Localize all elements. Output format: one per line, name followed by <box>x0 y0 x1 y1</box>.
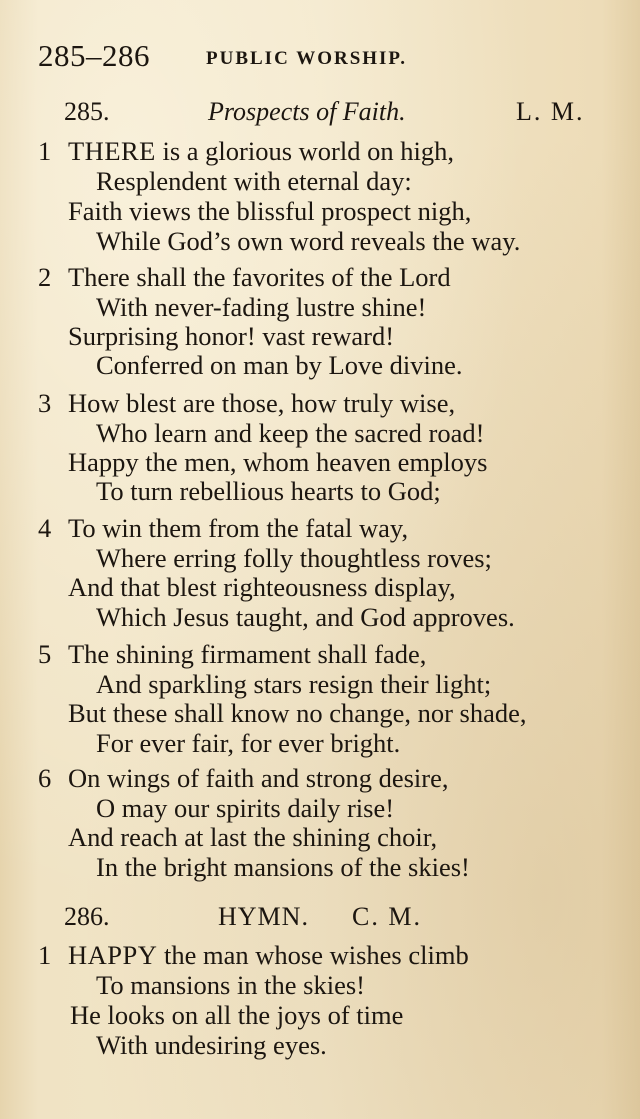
verse-line: Faith views the blissful prospect nigh, <box>68 196 472 226</box>
verse-line: O may our spirits daily rise! <box>96 793 395 823</box>
verse-first-word: THERE <box>68 136 156 166</box>
verse-line: For ever fair, for ever bright. <box>96 728 401 758</box>
verse-number: 3 <box>38 388 52 418</box>
hymn-number: 285. <box>64 97 110 126</box>
hymn-number: 286. <box>64 902 110 931</box>
verse-line: The shining firmament shall fade, <box>68 639 427 669</box>
verse-line: Happy the men, whom heaven employs <box>68 447 488 477</box>
verse-line: In the bright mansions of the skies! <box>96 852 470 882</box>
verse-first-word: HAPPY <box>68 940 158 970</box>
verse-line: Which Jesus taught, and God approves. <box>96 602 515 632</box>
verse-line: To win them from the fatal way, <box>68 513 409 543</box>
verse-line <box>68 136 454 166</box>
running-title: PUBLIC WORSHIP. <box>206 48 408 69</box>
verse-line: With undesiring eyes. <box>96 1030 327 1060</box>
hymn-meter: C. M. <box>352 902 422 931</box>
verse-line: While God’s own word reveals the way. <box>96 226 521 256</box>
verse-line: On wings of faith and strong desire, <box>68 763 449 793</box>
hymn-285-heading <box>0 97 640 131</box>
hymn-286-heading <box>0 902 640 936</box>
verse-line-rest: the man whose wishes climb <box>157 940 469 970</box>
verse-number: 2 <box>38 262 52 292</box>
hymn-title: HYMN. <box>218 902 309 931</box>
page-range: 285–286 <box>38 38 150 73</box>
verse-line-rest: is a glorious world on high, <box>155 136 454 166</box>
verse-line: And sparkling stars resign their light; <box>96 669 492 699</box>
page-header <box>38 38 618 78</box>
verse-line: To turn rebellious hearts to God; <box>96 476 441 506</box>
verse-line: How blest are those, how truly wise, <box>68 388 456 418</box>
verse-number: 6 <box>38 763 52 793</box>
verse-number: 5 <box>38 639 52 669</box>
verse-line <box>68 940 469 970</box>
hymn-meter: L. M. <box>516 97 585 126</box>
verse-line: Conferred on man by Love divine. <box>96 350 463 380</box>
verse-line: Surprising honor! vast reward! <box>68 321 395 351</box>
hymn-title: Prospects of Faith. <box>208 97 406 126</box>
verse-number: 4 <box>38 513 52 543</box>
verse-line: And that blest righteousness display, <box>68 572 456 602</box>
verse-line: To mansions in the skies! <box>96 970 366 1000</box>
verse-line: Where erring folly thoughtless roves; <box>96 543 492 573</box>
verse-line: Resplendent with eternal day: <box>96 166 412 196</box>
verse-number: 1 <box>38 136 52 166</box>
verse-line: There shall the favorites of the Lord <box>68 262 451 292</box>
verse-line: But these shall know no change, nor shade, <box>68 698 527 728</box>
verse-line: With never-fading lustre shine! <box>96 292 427 322</box>
verse-line: And reach at last the shining choir, <box>68 822 438 852</box>
verse-line: Who learn and keep the sacred road! <box>96 418 485 448</box>
verse-line: He looks on all the joys of time <box>70 1000 404 1030</box>
verse-number: 1 <box>38 940 52 970</box>
